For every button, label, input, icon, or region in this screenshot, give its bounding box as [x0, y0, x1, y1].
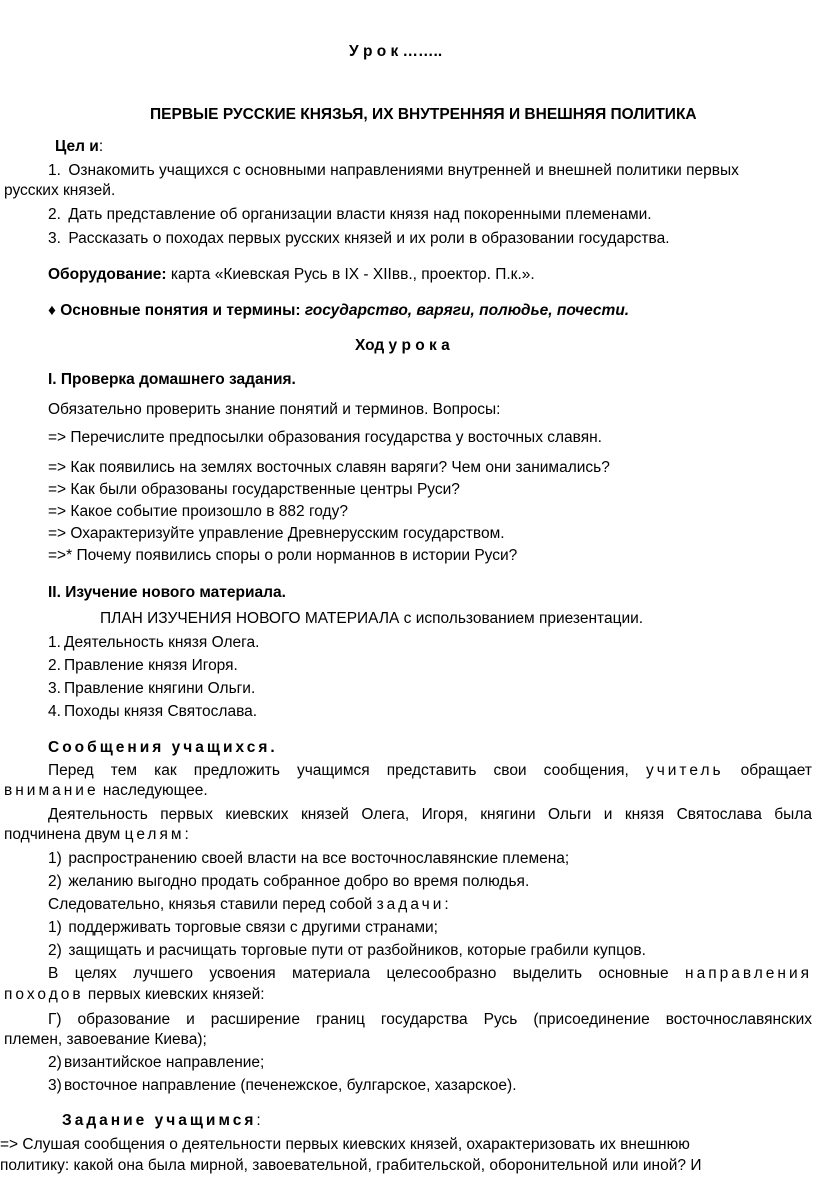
document-title: ПЕРВЫЕ РУССКИЕ КНЯЗЬЯ, ИХ ВНУТРЕННЯЯ И ВНЕШНЯЯ ПОЛИТИКА	[150, 106, 697, 123]
goal-item-1-continuation: русских князей.	[4, 182, 116, 199]
lesson-flow-heading: Ход у р о к а	[355, 337, 450, 354]
section-1-title: I. Проверка домашнего задания.	[48, 371, 296, 388]
plan-item-4: 4. Походы князя Святослава.	[48, 703, 258, 720]
goal-item-2: 2. Дать представление об организации власти князя над покоренными племенами.	[48, 206, 652, 223]
task-line-1: => Слушая сообщения о деятельности первых киевских князей, охарактеризовать их внешнюю	[0, 1136, 690, 1153]
plan-item-2: 2. Правление князя Игоря.	[48, 657, 238, 674]
task-1: 1) поддерживать торговые связи с другими странами;	[48, 919, 438, 936]
question-1: => Перечислите предпосылки образования государства у восточных славян.	[48, 429, 602, 446]
goal-item-3: 3. Рассказать о походах первых русских князей и их роли в образовании государства.	[48, 230, 670, 247]
messages-paragraph-2: Деятельность первых киевских князей Олега, Игоря, княгини Ольги и князя Святослава была	[48, 806, 812, 823]
aim-2: 2) желанию выгодно продать собранное добро во время полюдья.	[48, 873, 530, 890]
key-concepts: ♦ Основные понятия и термины: государство, варяги, полюдье, почести.	[48, 302, 630, 319]
equipment: Оборудование: карта «Киевская Русь в IX - XIIвв., проектор. П.к.».	[48, 266, 535, 283]
messages-paragraph-2-continuation: подчинена двум целям:	[4, 826, 189, 843]
messages-paragraph-3: Следовательно, князья ставили перед собой задачи:	[48, 896, 449, 913]
task-2: 2) защищать и расчищать торговые пути от разбойников, которые грабили купцов.	[48, 942, 646, 959]
plan-item-3: 3. Правление княгини Ольги.	[48, 680, 256, 697]
messages-paragraph-1-continuation: внимание наследующее.	[4, 782, 208, 799]
section-2-title: II. Изучение нового материала.	[48, 584, 286, 601]
aim-1: 1) распространению своей власти на все восточнославянские племена;	[48, 850, 570, 867]
messages-heading: Сообщения учащихся.	[48, 739, 278, 756]
question-2: => Как появились на землях восточных славян варяги? Чем они занимались?	[48, 459, 610, 476]
messages-paragraph-4-continuation: походов первых киевских князей:	[4, 986, 265, 1003]
messages-paragraph-1: Перед тем как предложить учащимся представить свои сообщения, учитель обращает	[48, 762, 812, 779]
plan-title: ПЛАН ИЗУЧЕНИЯ НОВОГО МАТЕРИАЛА с использованием приезентации.	[100, 610, 644, 627]
lesson-number: У р о к ……..	[349, 43, 443, 60]
direction-1-continuation: племен, завоевание Киева);	[4, 1031, 207, 1048]
section-1-intro: Обязательно проверить знание понятий и терминов. Вопросы:	[48, 401, 501, 418]
question-5: => Охарактеризуйте управление Древнерусским государством.	[48, 525, 505, 542]
goals-heading: Цел и:	[55, 138, 104, 155]
question-6: =>* Почему появились споры о роли норманнов в истории Руси?	[48, 547, 518, 564]
question-4: => Какое событие произошло в 882 году?	[48, 503, 348, 520]
messages-paragraph-4: В целях лучшего усвоения материала целесообразно выделить основные направления	[48, 965, 813, 982]
question-3: => Как были образованы государственные центры Руси?	[48, 481, 460, 498]
plan-item-1: 1. Деятельность князя Олега.	[48, 634, 260, 651]
direction-1: Г) образование и расширение границ государства Русь (присоединение восточнославянских	[48, 1011, 812, 1028]
direction-3: 3) восточное направление (печенежское, булгарское, хазарское).	[48, 1077, 517, 1094]
direction-2: 2) византийское направление;	[48, 1054, 265, 1071]
task-heading: Задание учащимся:	[62, 1112, 261, 1129]
task-line-2: политику: какой она была мирной, завоевательной, грабительской, оборонительной или иной? И	[0, 1157, 702, 1174]
goal-item-1: 1. Ознакомить учащихся с основными направлениями внутренней и внешней политики первых	[48, 162, 739, 179]
